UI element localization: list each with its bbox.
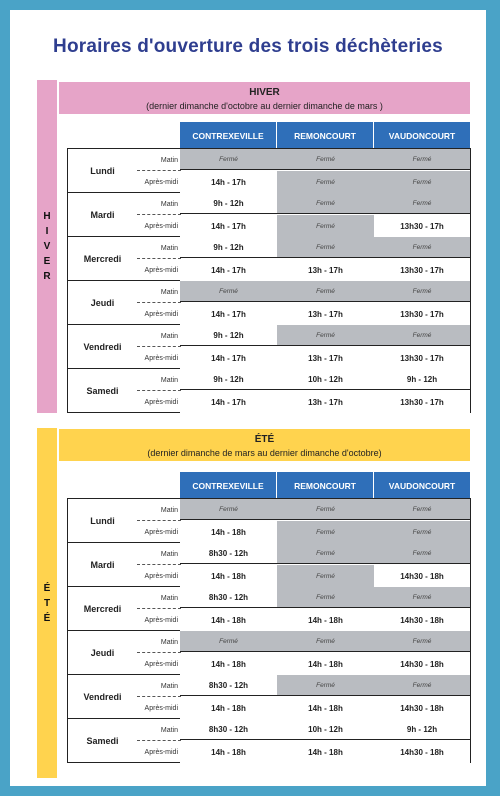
schedule-cell: 14h - 17h <box>180 347 277 369</box>
morning-slot <box>137 149 470 171</box>
schedule-cell: 14h - 18h <box>277 697 374 719</box>
schedule-cell: 14h30 - 18h <box>374 565 470 587</box>
morning-slot <box>137 675 470 697</box>
afternoon-label: Après-midi <box>144 748 178 756</box>
schedule-cell: Fermé <box>180 149 277 170</box>
schedule-cell: Fermé <box>374 521 470 543</box>
afternoon-slot <box>137 347 470 369</box>
morning-label: Matin <box>160 682 178 690</box>
schedule-cell: 9h - 12h <box>180 237 277 258</box>
schedule-cell: Fermé <box>374 499 470 520</box>
schedule-cell: 10h - 12h <box>277 369 374 390</box>
afternoon-label: Après-midi <box>144 572 178 580</box>
afternoon-slot <box>137 303 470 325</box>
side-letter: H <box>43 211 51 222</box>
schedule-cell: Fermé <box>277 675 374 696</box>
side-letter: V <box>43 241 51 252</box>
morning-label: Matin <box>160 244 178 252</box>
winter-side-strip <box>37 80 57 413</box>
summer-side-strip <box>37 428 57 778</box>
schedule-cell: Fermé <box>180 281 277 302</box>
schedule-cell: 13h - 17h <box>277 303 374 325</box>
morning-slot <box>137 281 470 303</box>
morning-slot <box>137 237 470 259</box>
season-period: (dernier dimanche de mars au dernier dimanche d'octobre) <box>147 448 382 458</box>
schedule-cell: 13h30 - 17h <box>374 347 470 369</box>
day-row-lundi <box>67 149 471 193</box>
winter-band <box>59 82 470 114</box>
afternoon-slot <box>137 653 470 675</box>
morning-label: Matin <box>160 200 178 208</box>
day-row-jeudi <box>67 281 471 325</box>
schedule-cell: Fermé <box>374 587 470 608</box>
schedule-cell: Fermé <box>277 171 374 193</box>
afternoon-slot <box>137 391 470 413</box>
morning-label: Matin <box>160 638 178 646</box>
schedule-cell: 8h30 - 12h <box>180 675 277 696</box>
afternoon-label: Après-midi <box>144 310 178 318</box>
schedule-cell: Fermé <box>277 325 374 346</box>
schedule-cell: 13h - 17h <box>277 259 374 281</box>
morning-label: Matin <box>160 726 178 734</box>
schedule-cell: Fermé <box>277 237 374 258</box>
schedule-cell: 8h30 - 12h <box>180 719 277 740</box>
schedule-cell: 14h - 18h <box>180 565 277 587</box>
schedule-cell: Fermé <box>277 499 374 520</box>
day-row-mardi <box>67 543 471 587</box>
schedule-cell: Fermé <box>180 631 277 652</box>
side-letter: T <box>43 597 51 609</box>
season-title: HIVER <box>249 87 280 98</box>
column-header-remoncourt: REMONCOURT <box>277 122 373 149</box>
schedule-cell: Fermé <box>374 281 470 302</box>
schedule-cell: 14h - 17h <box>180 259 277 281</box>
schedule-cell: 14h - 17h <box>180 391 277 413</box>
schedule-cell: 10h - 12h <box>277 719 374 740</box>
schedule-cell: 14h - 18h <box>277 741 374 763</box>
afternoon-slot <box>137 741 470 763</box>
day-row-jeudi <box>67 631 471 675</box>
schedule-cell: 14h - 18h <box>277 609 374 631</box>
day-name: Lundi <box>90 165 115 176</box>
schedule-cell: Fermé <box>374 193 470 214</box>
morning-slot <box>137 631 470 653</box>
schedule-cell: 13h - 17h <box>277 391 374 413</box>
afternoon-label: Après-midi <box>144 398 178 406</box>
morning-slot <box>137 369 470 391</box>
schedule-cell: 14h - 17h <box>180 171 277 193</box>
afternoon-slot <box>137 697 470 719</box>
schedule-cell: 14h - 17h <box>180 303 277 325</box>
schedule-cell: Fermé <box>277 215 374 237</box>
schedule-cell: 14h - 18h <box>277 653 374 675</box>
afternoon-label: Après-midi <box>144 704 178 712</box>
schedule-cell: Fermé <box>374 325 470 346</box>
morning-label: Matin <box>160 332 178 340</box>
column-header-contrexeville: CONTREXEVILLE <box>180 122 276 149</box>
day-name: Samedi <box>86 735 119 746</box>
morning-label: Matin <box>160 506 178 514</box>
day-row-samedi <box>67 369 471 413</box>
schedule-cell: Fermé <box>277 149 374 170</box>
afternoon-label: Après-midi <box>144 616 178 624</box>
side-letter: É <box>43 612 51 624</box>
column-header-contrexeville: CONTREXEVILLE <box>180 472 276 499</box>
schedule-cell: 14h30 - 18h <box>374 609 470 631</box>
day-name: Samedi <box>86 385 119 396</box>
afternoon-label: Après-midi <box>144 354 178 362</box>
day-name: Vendredi <box>83 341 122 352</box>
afternoon-slot <box>137 259 470 281</box>
day-row-vendredi <box>67 325 471 369</box>
side-letter: É <box>43 582 51 594</box>
morning-slot <box>137 587 470 609</box>
day-row-samedi <box>67 719 471 763</box>
side-letter: R <box>43 271 51 282</box>
afternoon-label: Après-midi <box>144 528 178 536</box>
schedule-cell: Fermé <box>180 499 277 520</box>
schedule-cell: Fermé <box>277 631 374 652</box>
column-header-vaudoncourt: VAUDONCOURT <box>374 472 470 499</box>
day-row-mardi <box>67 193 471 237</box>
day-name: Mardi <box>90 209 115 220</box>
day-name: Lundi <box>90 515 115 526</box>
morning-label: Matin <box>160 288 178 296</box>
day-row-mercredi <box>67 237 471 281</box>
morning-slot <box>137 193 470 215</box>
day-name: Vendredi <box>83 691 122 702</box>
schedule-cell: 14h30 - 18h <box>374 653 470 675</box>
schedule-cell: Fermé <box>277 543 374 564</box>
schedule-cell: 13h - 17h <box>277 347 374 369</box>
schedule-cell: 8h30 - 12h <box>180 587 277 608</box>
schedule-cell: 9h - 12h <box>374 719 470 740</box>
schedule-cell: 14h - 18h <box>180 521 277 543</box>
summer-schedule-table <box>67 498 471 763</box>
afternoon-label: Après-midi <box>144 660 178 668</box>
morning-slot <box>137 543 470 565</box>
schedule-cell: Fermé <box>277 193 374 214</box>
schedule-cell: 13h30 - 17h <box>374 215 470 237</box>
morning-label: Matin <box>160 156 178 164</box>
afternoon-slot <box>137 565 470 587</box>
schedule-cell: 14h - 18h <box>180 697 277 719</box>
day-name: Mercredi <box>83 603 122 614</box>
schedule-cell: 14h - 17h <box>180 215 277 237</box>
day-row-mercredi <box>67 587 471 631</box>
afternoon-label: Après-midi <box>144 178 178 186</box>
morning-slot <box>137 719 470 741</box>
afternoon-slot <box>137 215 470 237</box>
season-period: (dernier dimanche d'octobre au dernier dimanche de mars ) <box>146 101 383 111</box>
schedule-cell: Fermé <box>374 171 470 193</box>
schedule-cell: 13h30 - 17h <box>374 303 470 325</box>
schedule-cell: Fermé <box>277 521 374 543</box>
schedule-cell: 14h - 18h <box>180 609 277 631</box>
schedule-cell: Fermé <box>277 281 374 302</box>
schedule-cell: 13h30 - 17h <box>374 391 470 413</box>
side-letter: I <box>45 226 49 237</box>
morning-slot <box>137 499 470 521</box>
day-row-lundi <box>67 499 471 543</box>
morning-label: Matin <box>160 594 178 602</box>
day-name: Mardi <box>90 559 115 570</box>
schedule-cell: 9h - 12h <box>180 193 277 214</box>
schedule-cell: 14h - 18h <box>180 653 277 675</box>
schedule-cell: Fermé <box>277 565 374 587</box>
winter-schedule-table <box>67 148 471 413</box>
column-header-remoncourt: REMONCOURT <box>277 472 373 499</box>
schedule-cell: Fermé <box>374 543 470 564</box>
schedule-cell: 14h30 - 18h <box>374 697 470 719</box>
schedule-cell: Fermé <box>374 237 470 258</box>
afternoon-slot <box>137 521 470 543</box>
day-row-vendredi <box>67 675 471 719</box>
schedule-cell: Fermé <box>374 631 470 652</box>
schedule-cell: 9h - 12h <box>374 369 470 390</box>
column-header-vaudoncourt: VAUDONCOURT <box>374 122 470 149</box>
schedule-cell: 13h30 - 17h <box>374 259 470 281</box>
morning-label: Matin <box>160 376 178 384</box>
day-name: Jeudi <box>90 647 115 658</box>
schedule-cell: 14h30 - 18h <box>374 741 470 763</box>
schedule-cell: 9h - 12h <box>180 369 277 390</box>
afternoon-slot <box>137 609 470 631</box>
day-name: Jeudi <box>90 297 115 308</box>
side-letter: E <box>43 256 51 267</box>
summer-band <box>59 429 470 461</box>
schedule-cell: 8h30 - 12h <box>180 543 277 564</box>
afternoon-label: Après-midi <box>144 222 178 230</box>
schedule-cell: Fermé <box>374 149 470 170</box>
schedule-cell: 14h - 18h <box>180 741 277 763</box>
afternoon-slot <box>137 171 470 193</box>
schedule-cell: Fermé <box>374 675 470 696</box>
schedule-cell: Fermé <box>277 587 374 608</box>
schedule-cell: 9h - 12h <box>180 325 277 346</box>
season-title: ÉTÉ <box>254 434 275 445</box>
morning-label: Matin <box>160 550 178 558</box>
day-name: Mercredi <box>83 253 122 264</box>
afternoon-label: Après-midi <box>144 266 178 274</box>
page-title: Horaires d'ouverture des trois déchèteries <box>53 36 443 57</box>
morning-slot <box>137 325 470 347</box>
